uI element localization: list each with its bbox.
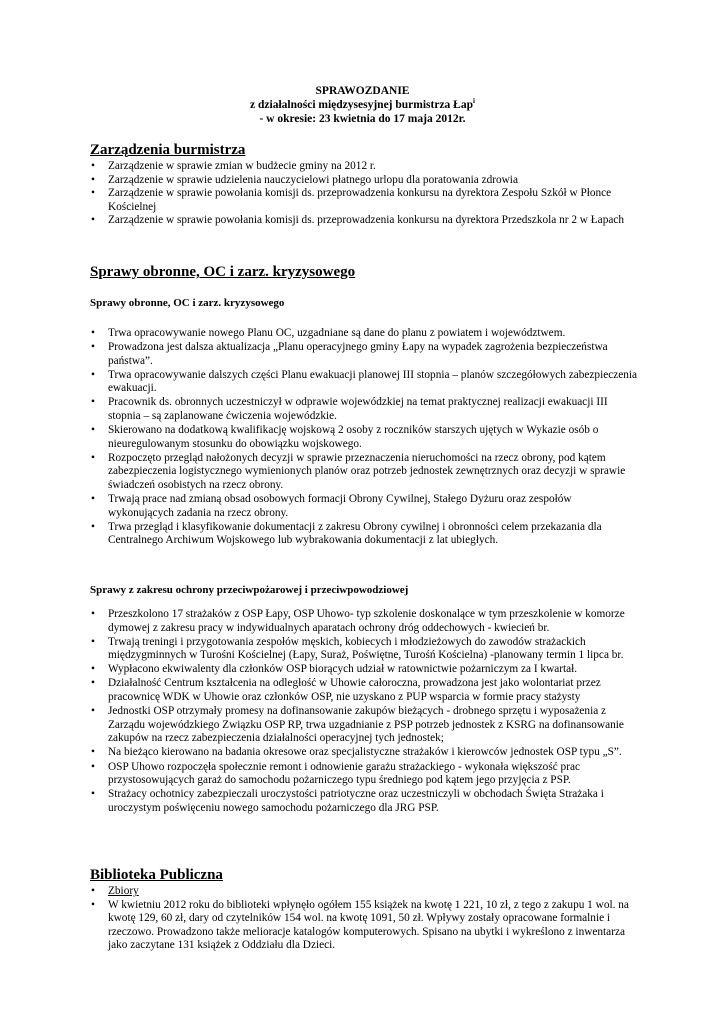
section-title-biblioteka: Biblioteka Publiczna (90, 867, 223, 883)
list-item: • Trwa opracowywanie nowego Planu OC, uzgadniane są dane do planu z powiatem i województwem. (90, 327, 640, 341)
list-item: • Działalność Centrum kształcenia na odległość w Uhowie całoroczna, prowadzona jest jako wolontariat przez pracownicę WDK w Uhowie oraz członków OSP, nie uzyskano z PUP wsparcia w formie pracy stażysty (90, 677, 640, 704)
list-item: • Jednostki OSP otrzymały promesy na dofinansowanie zakupów bieżących - drobnego sprzętu i wyposażenia z Zarządu wojewódzkiego Związku OSP RP, trwa uzgadnianie z PSP potrzeb jednostek z KSRG na dofinansowanie zakupów na rzecz zabezpieczenia działalności operacyjnej tych jednostek; (90, 705, 640, 746)
list-item: • Strażacy ochotnicy zabezpieczali uroczystości patriotyczne oraz uczestniczyli w obchodach Święta Strażaka i uroczystym poświęceniu nowego samochodu pożarniczego dla JRG PSP. (90, 788, 640, 815)
list-item-label: Zbiory (108, 885, 139, 897)
list-item: • Rozpoczęto przegląd nałożonych decyzji w sprawie przeznaczenia nieruchomości na rzecz obrony, pod kątem zabezpieczenia logistycznego wymienionych planów oraz potrzeb jednostek zewnętrznych oraz decyzji w sprawie świadczeń osobistych na rzecz obrony. (90, 452, 640, 493)
list-item: • Trwa opracowywanie dalszych części Planu ewakuacji planowej III stopnia – planów szczegółowych zabezpieczenia ewakuacji. (90, 369, 640, 396)
subsection-title-ochrona-ppoz: Sprawy z zakresu ochrony przeciwpożarowej i przeciwpowodziowej (90, 584, 409, 596)
subsection-title-sprawy-obronne: Sprawy obronne, OC i zarz. kryzysowego (90, 297, 285, 309)
list-biblioteka (90, 885, 640, 953)
list-item (90, 885, 640, 899)
list-item: • Zarządzenie w sprawie zmian w budżecie gminy na 2012 r. (90, 160, 640, 174)
list-item: • Na bieżąco kierowano na badania okresowe oraz specjalistyczne strażaków i kierowców jednostek OSP typu „S”. (90, 746, 640, 760)
report-subtitle-text: z działalności międzysesyjnej burmistrza Łap (250, 99, 473, 111)
report-title: SPRAWOZDANIE (315, 85, 410, 97)
list-item: • Wypłacono ekwiwalenty dla członków OSP biorących udział w ratownictwie pożarniczym za I kwartał. (90, 663, 640, 677)
section-title-zarzadzenia: Zarządzenia burmistrza (90, 142, 246, 158)
list-item: • Trwa przegląd i klasyfikowanie dokumentacji z zakresu Obrony cywilnej i obronności celem przekazania dla Centralnego Archiwum Wojskowego lub wybrakowania dokumentacji z lat ubiegłych. (90, 521, 640, 548)
list-item: • Pracownik ds. obronnych uczestniczył w odprawie wojewódzkiej na temat praktycznej realizacji ewakuacji III stopnia – są zaplanowane ćwiczenia wojewódzkie. (90, 396, 640, 423)
section-title-sprawy-obronne: Sprawy obronne, OC i zarz. kryzysowego (90, 264, 356, 280)
list-item: • Zarządzenie w sprawie powołania komisji ds. przeprowadzenia konkursu na dyrektora Zespołu Szkół w Płonce Kościelnej (90, 187, 640, 214)
list-item: • Trwają prace nad zmianą obsad osobowych formacji Obrony Cywilnej, Stałego Dyżuru oraz zespołów wykonujących zadania na rzecz obrony. (90, 493, 640, 520)
footnote-marker: i (473, 97, 475, 106)
report-period: - w okresie: 23 kwietnia do 17 maja 2012r. (259, 113, 466, 125)
list-item: • Trwają treningi i przygotowania zespołów męskich, kobiecych i młodzieżowych do zawodów strażackich międzygminnych w Turośni Kościelnej (Łapy, Suraż, Poświętne, Turośń Kościelna) -planowany termin 1 lipca br. (90, 636, 640, 663)
list-item: • Zarządzenie w sprawie powołania komisji ds. przeprowadzenia konkursu na dyrektora Przedszkola nr 2 w Łapach (90, 214, 640, 228)
list-zarzadzenia (90, 160, 640, 228)
list-item: • Prowadzona jest dalsza aktualizacja „Planu operacyjnego gminy Łapy na wypadek zagrożenia bezpieczeństwa państwa”. (90, 341, 640, 368)
list-ochrona-ppoz (90, 608, 640, 816)
list-item: • Zarządzenie w sprawie udzielenia nauczycielowi płatnego urlopu dla poratowania zdrowia (90, 174, 640, 188)
list-sprawy-obronne (90, 327, 640, 549)
list-item: • Przeszkolono 17 strażaków z OSP Łapy, OSP Uhowo- typ szkolenie doskonalące w tym przeszkolenie w komorze dymowej z zakresu pracy w indywidualnych aparatach ochrony dróg oddechowych - kwiecień br. (90, 608, 640, 635)
list-item: • OSP Uhowo rozpoczęła społecznie remont i odnowienie garażu strażackiego - wykonała większość prac przystosowujących garaż do samochodu pożarniczego typu średniego pod kątem jego przyjęcia z PSP. (90, 761, 640, 788)
list-item: • Skierowano na dodatkową kwalifikację wojskową 2 osoby z roczników starszych ujętych w Wykazie osób o nieuregulowanym stosunku do obowiązku wojskowego. (90, 424, 640, 451)
list-item: • W kwietniu 2012 roku do biblioteki wpłynęło ogółem 155 książek na kwotę 1 221, 10 zł, z tego z zakupu 1 wol. na kwotę 129, 60 zł, dary od czytelników 154 wol. na kwotę 1091, 50 zł. Wpływy zostały opracowane formalnie i rzeczowo. Prowadzono także melioracje katalogów komputerowych. Spisano na ubytki i wykreślono z inwentarza jako zaczytane 131 książek z Oddziału dla Dzieci. (90, 899, 640, 953)
report-subtitle (0, 98, 725, 112)
